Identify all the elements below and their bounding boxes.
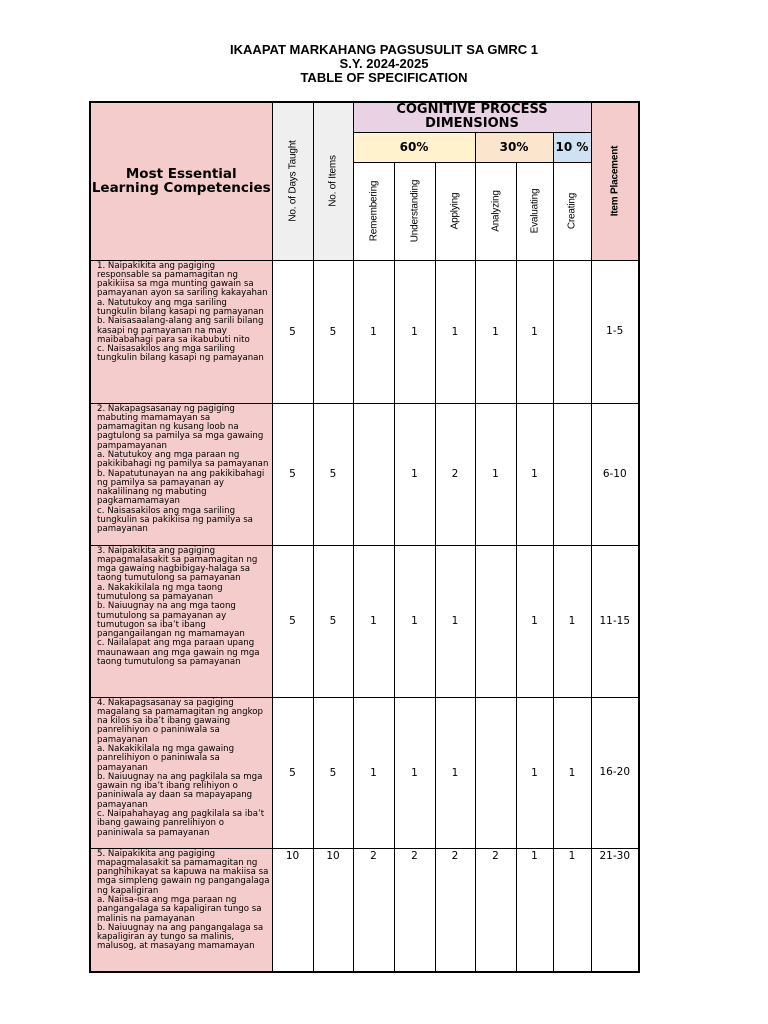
applying-cell: 1 [435,697,475,848]
applying-cell: 2 [435,848,475,972]
analyzing-cell: 2 [475,848,516,972]
mel-header-label: Most Essential Learning Competencies [91,166,271,197]
mel-header [90,102,272,260]
item-placement-cell: 16-20 [591,697,639,848]
items-cell: 5 [313,260,353,403]
days-cell: 5 [272,697,313,848]
table-row [90,403,639,545]
level-label: Evaluating [529,188,540,234]
item-placement-cell: 6-10 [591,403,639,545]
competency-cell: 3. Naipakikita ang pagiging mapagmalasakit sa pamamagitan ng mga gawaing nagbibigay-halaga sa taong tumutulong sa pamayanan a. Nakakikilala ng mga taong tumutulong sa pamayanan b. Naiuugnay na ang mga taong tumutulong sa pamayanan ay tumutugon sa iba’t ibang pangangailangan ng mamamayan c. Nailalapat ang mga paraan upang maunawaan ang mga gawain ng mga taong tumutulong sa pamayanan [90,545,272,697]
remembering-cell: 1 [353,545,394,697]
understanding-cell: 1 [394,403,435,545]
level-label: Creating [566,192,578,230]
evaluating-cell: 1 [516,545,553,697]
remembering-cell [353,403,394,545]
cognitive-header [353,102,591,132]
evaluating-cell: 1 [516,697,553,848]
understanding-cell: 1 [394,545,435,697]
items-cell: 10 [313,848,353,972]
table-of-specification [89,101,640,973]
level-label: Remembering [368,180,379,242]
table-row [90,260,639,403]
evaluating-cell: 1 [516,403,553,545]
table-row [90,545,639,697]
item-placement-cell: 1-5 [591,260,639,403]
understanding-cell: 2 [394,848,435,972]
days-cell: 5 [272,403,313,545]
pct-60-cell [353,132,475,162]
applying-cell: 1 [435,260,475,403]
level-understanding [394,162,435,260]
competency-cell: 4. Nakapagsasanay sa pagiging magalang sa pamamagitan ng angkop na kilos sa iba’t ibang gawaing panrelihiyon o paniniwala sa pamayanan a. Nakakikilala ng mga gawaing panrelihiyon o paniniwala sa pamayanan b. Naiuugnay na ang pagkilala sa mga gawain ng iba’t ibang relihiyon o paniniwala ay daan sa mapayapang pamayanan c. Naipahahayag ang pagkilala sa iba’t ibang gawaing panrelihiyon o paniniwala sa pamayanan [90,697,272,848]
items-cell: 5 [313,403,353,545]
table-row [90,697,639,848]
level-remembering [353,162,394,260]
remembering-cell: 1 [353,260,394,403]
creating-cell [553,260,591,403]
table-row [90,848,639,972]
pct-10-label: 10 % [555,139,589,154]
level-evaluating [516,162,553,260]
document-title: IKAAPAT MARKAHANG PAGSUSULIT SA GMRC 1 [230,42,538,57]
no-of-items-label: No. of Items [327,155,339,208]
pct-10-cell [553,132,591,162]
cognitive-header-label: COGNITIVE PROCESS DIMENSIONS [396,102,548,132]
creating-cell: 1 [553,848,591,972]
applying-cell: 1 [435,545,475,697]
level-analyzing [475,162,516,260]
item-placement-label: Item Placement [609,145,621,217]
creating-cell: 1 [553,697,591,848]
days-cell: 10 [272,848,313,972]
level-label: Understanding [409,179,420,243]
level-label: Applying [449,192,461,230]
analyzing-cell: 1 [475,403,516,545]
understanding-cell: 1 [394,697,435,848]
remembering-cell: 1 [353,697,394,848]
days-cell: 5 [272,545,313,697]
items-cell: 5 [313,697,353,848]
item-placement-cell: 21-30 [591,848,639,972]
competency-cell: 2. Nakapagsasanay ng pagiging mabuting mamamayan sa pamamagitan ng kusang loob na pagtulong sa pamilya sa mga gawaing pampamayanan a. Natutukoy ang mga paraan ng pakikibahagi ng pamilya sa pamayanan b. Napatutunayan na ang pakikibahagi ng pamilya sa pamayanan ay nakalilinang ng mabuting pagkamamamayan c. Naisasakilos ang mga sariling tungkulin sa pakikiisa ng pamilya sa pamayanan [90,403,272,545]
applying-cell: 2 [435,403,475,545]
level-creating [553,162,591,260]
analyzing-cell: 1 [475,260,516,403]
competency-cell: 5. Naipakikita ang pagiging mapagmalasakit sa pamamagitan ng panghihikayat sa kapuwa na makiisa sa mga simpleng gawain ng pangangalaga ng kapaligiran a. Naiisa-isa ang mga paraan ng pangangalaga sa kapaligiran tungo sa malinis na pamayanan b. Naiuugnay na ang pangangalaga sa kapaligiran ay tungo sa malinis, malusog, at masayang mamamayan [90,848,272,972]
pct-30-cell [475,132,553,162]
pct-60-label: 60% [399,139,429,154]
item-placement-cell: 11-15 [591,545,639,697]
days-cell: 5 [272,260,313,403]
analyzing-cell [475,697,516,848]
remembering-cell: 2 [353,848,394,972]
understanding-cell: 1 [394,260,435,403]
competency-cell: 1. Naipakikita ang pagiging responsable sa pamamagitan ng pakikiisa sa mga munting gawain sa pamayanan ayon sa sariling kakayahan a. Natutukoy ang mga sariling tungkulin bilang kasapi ng pamayanan b. Naisasaalang-alang ang sarili bilang kasapi ng pamayanan na may maibabahagi para sa ikabubuti nito c. Naisasakilos ang mga sariling tungkulin bilang kasapi ng pamayanan [90,260,272,403]
item-placement-header [591,102,639,260]
analyzing-cell [475,545,516,697]
level-label: Analyzing [490,190,501,232]
items-cell: 5 [313,545,353,697]
no-of-items-header [313,102,353,260]
level-applying [435,162,475,260]
days-taught-header [272,102,313,260]
days-taught-label: No. of Days Taught [287,140,298,222]
creating-cell: 1 [553,545,591,697]
creating-cell [553,403,591,545]
school-year: S.Y. 2024-2025 [339,56,429,71]
evaluating-cell: 1 [516,848,553,972]
document-subtitle: TABLE OF SPECIFICATION [300,70,468,85]
evaluating-cell: 1 [516,260,553,403]
pct-30-label: 30% [499,139,529,154]
